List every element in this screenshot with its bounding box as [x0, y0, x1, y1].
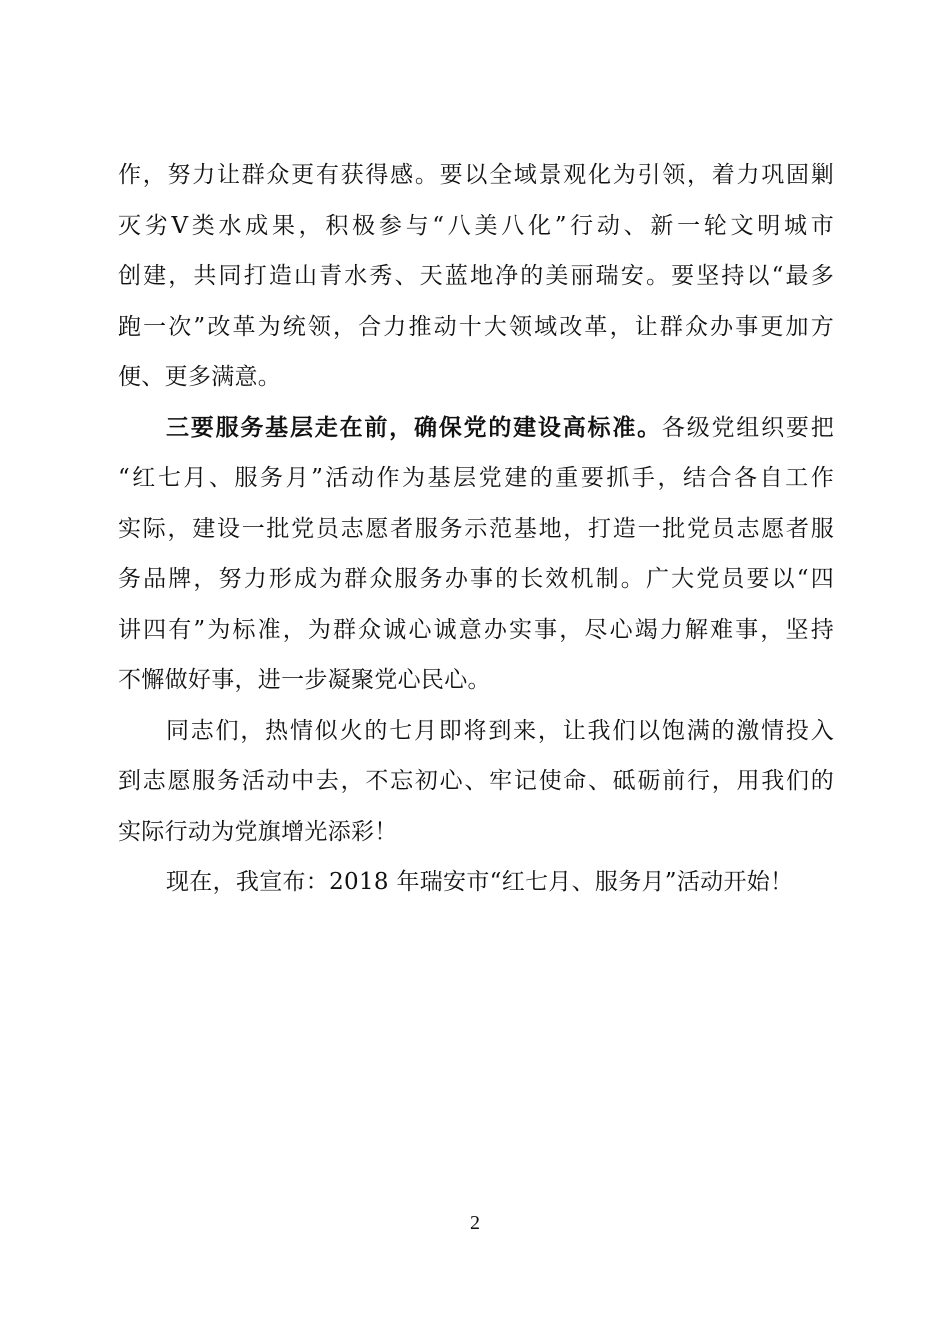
paragraph-line: 到志愿服务活动中去，不忘初心、牢记使命、砥砺前行，用我们的 [118, 768, 834, 794]
paragraph-line: 便、更多满意。 [118, 364, 282, 390]
paragraph-line: “红七月、服务月”活动作为基层党建的重要抓手，结合各自工作 [118, 465, 834, 491]
paragraph-lead-rest: 各级党组织要把 [661, 414, 834, 441]
paragraph-line: 务品牌，努力形成为群众服务办事的长效机制。广大党员要以“四 [118, 566, 834, 592]
paragraph-line: 实际行动为党旗增光添彩！ [118, 818, 398, 845]
paragraph-line: 实际，建设一批党员志愿者服务示范基地，打造一批党员志愿者服 [118, 515, 834, 542]
paragraph-line: 现在，我宣布：2018 年瑞安市“红七月、服务月”活动开始！ [166, 869, 794, 895]
paragraph-line: 同志们，热情似火的七月即将到来，让我们以饱满的激情投入 [166, 717, 834, 744]
paragraph-2 [118, 403, 834, 706]
paragraph-lead-heading: 三要服务基层走在前，确保党的建设高标准。 [166, 414, 662, 441]
paragraph-line: 讲四有”为标准，为群众诚心诚意办实事，尽心竭力解难事，坚持 [118, 616, 834, 643]
paragraph-line: 不懈做好事，进一步凝聚党心民心。 [118, 667, 491, 693]
page-number: 2 [470, 1212, 480, 1234]
paragraph-line: 灭劣Ⅴ类水成果，积极参与“八美八化”行动、新一轮文明城市 [118, 212, 834, 239]
paragraph-first-line [118, 403, 834, 454]
paragraph-line: 创建，共同打造山青水秀、天蓝地净的美丽瑞安。要坚持以“最多 [118, 263, 834, 289]
paragraph-4 [118, 857, 834, 908]
paragraph-1 [118, 150, 834, 403]
paragraph-3 [118, 706, 834, 858]
document-body [118, 150, 834, 908]
paragraph-line: 跑一次”改革为统领，合力推动十大领域改革，让群众办事更加方 [118, 313, 834, 340]
paragraph-line: 作，努力让群众更有获得感。要以全域景观化为引领，着力巩固剿 [118, 162, 834, 188]
